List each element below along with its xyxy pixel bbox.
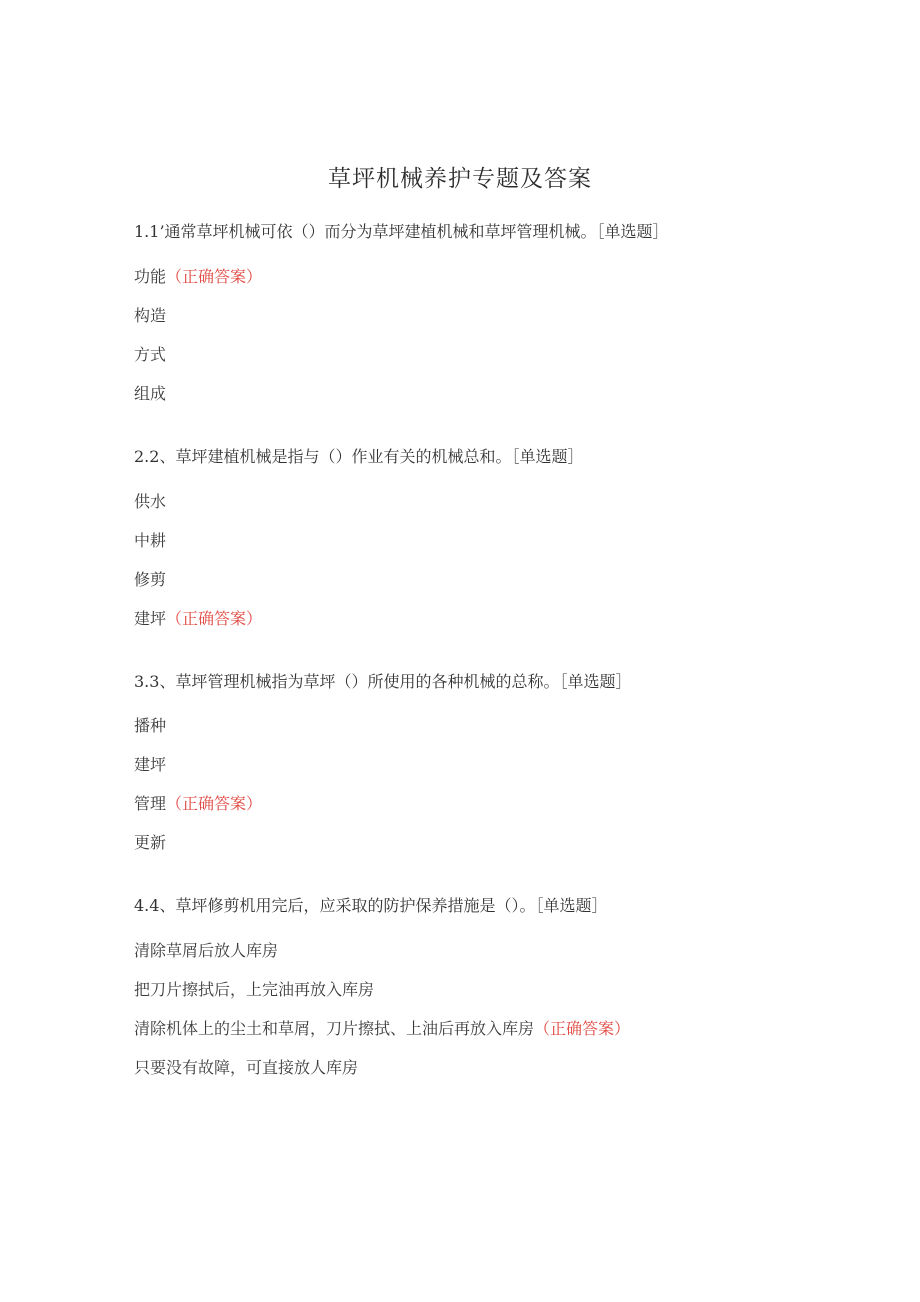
option-4c	[134, 1018, 630, 1040]
document-title: 草坪机械养护专题及答案	[328, 166, 592, 192]
option-1c	[134, 344, 166, 366]
question-text: 2.2、草坪建植机械是指与（）作业有关的机械总和。［单选题］	[134, 447, 584, 466]
option-text: 清除机体上的尘土和草屑，刀片擦拭、上油后再放入库房	[134, 1019, 535, 1038]
question-1	[134, 221, 834, 261]
option-2b	[134, 530, 166, 552]
question-2	[134, 446, 834, 486]
correct-answer-marker: （正确答案）	[166, 794, 263, 813]
correct-answer-marker: （正确答案）	[166, 609, 263, 628]
option-text: 只要没有故障，可直接放人库房	[134, 1058, 359, 1077]
option-text: 更新	[134, 833, 167, 852]
option-text: 修剪	[134, 570, 167, 589]
correct-answer-marker: （正确答案）	[534, 1019, 631, 1038]
option-2c	[134, 569, 166, 591]
option-2a	[134, 491, 166, 513]
option-text: 建坪	[134, 755, 167, 774]
option-1d	[134, 383, 166, 405]
option-text: 中耕	[134, 531, 167, 550]
option-3a	[134, 715, 166, 737]
options-q4	[134, 940, 834, 1077]
option-text: 功能	[134, 267, 167, 286]
option-3c	[134, 793, 262, 815]
option-text: 供水	[134, 492, 167, 511]
options-q1	[134, 266, 834, 403]
option-1a	[134, 266, 262, 288]
option-3d	[134, 832, 166, 854]
option-2d	[134, 608, 262, 630]
option-1b	[134, 305, 166, 327]
question-3	[134, 671, 834, 711]
correct-answer-marker: （正确答案）	[166, 267, 263, 286]
option-4d	[134, 1057, 358, 1079]
option-4a	[134, 940, 278, 962]
option-text: 清除草屑后放人库房	[134, 941, 279, 960]
question-text: 4.4、草坪修剪机用完后，应采取的防护保养措施是（）。［单选题］	[134, 896, 608, 915]
option-3b	[134, 754, 166, 776]
option-text: 建坪	[134, 609, 167, 628]
options-q2	[134, 491, 834, 628]
option-text: 把刀片擦拭后，上完油再放入库房	[134, 980, 375, 999]
option-text: 播种	[134, 716, 167, 735]
question-text: 3.3、草坪管理机械指为草坪（）所使用的各种机械的总称。［单选题］	[134, 672, 632, 691]
option-text: 管理	[134, 794, 167, 813]
question-text: 1.1’通常草坪机械可依（）而分为草坪建植机械和草坪管理机械。［单选题］	[134, 222, 669, 241]
option-text: 组成	[134, 384, 167, 403]
options-q3	[134, 715, 834, 852]
option-text: 方式	[134, 345, 167, 364]
question-4	[134, 895, 834, 935]
option-text: 构造	[134, 306, 167, 325]
option-4b	[134, 979, 374, 1001]
